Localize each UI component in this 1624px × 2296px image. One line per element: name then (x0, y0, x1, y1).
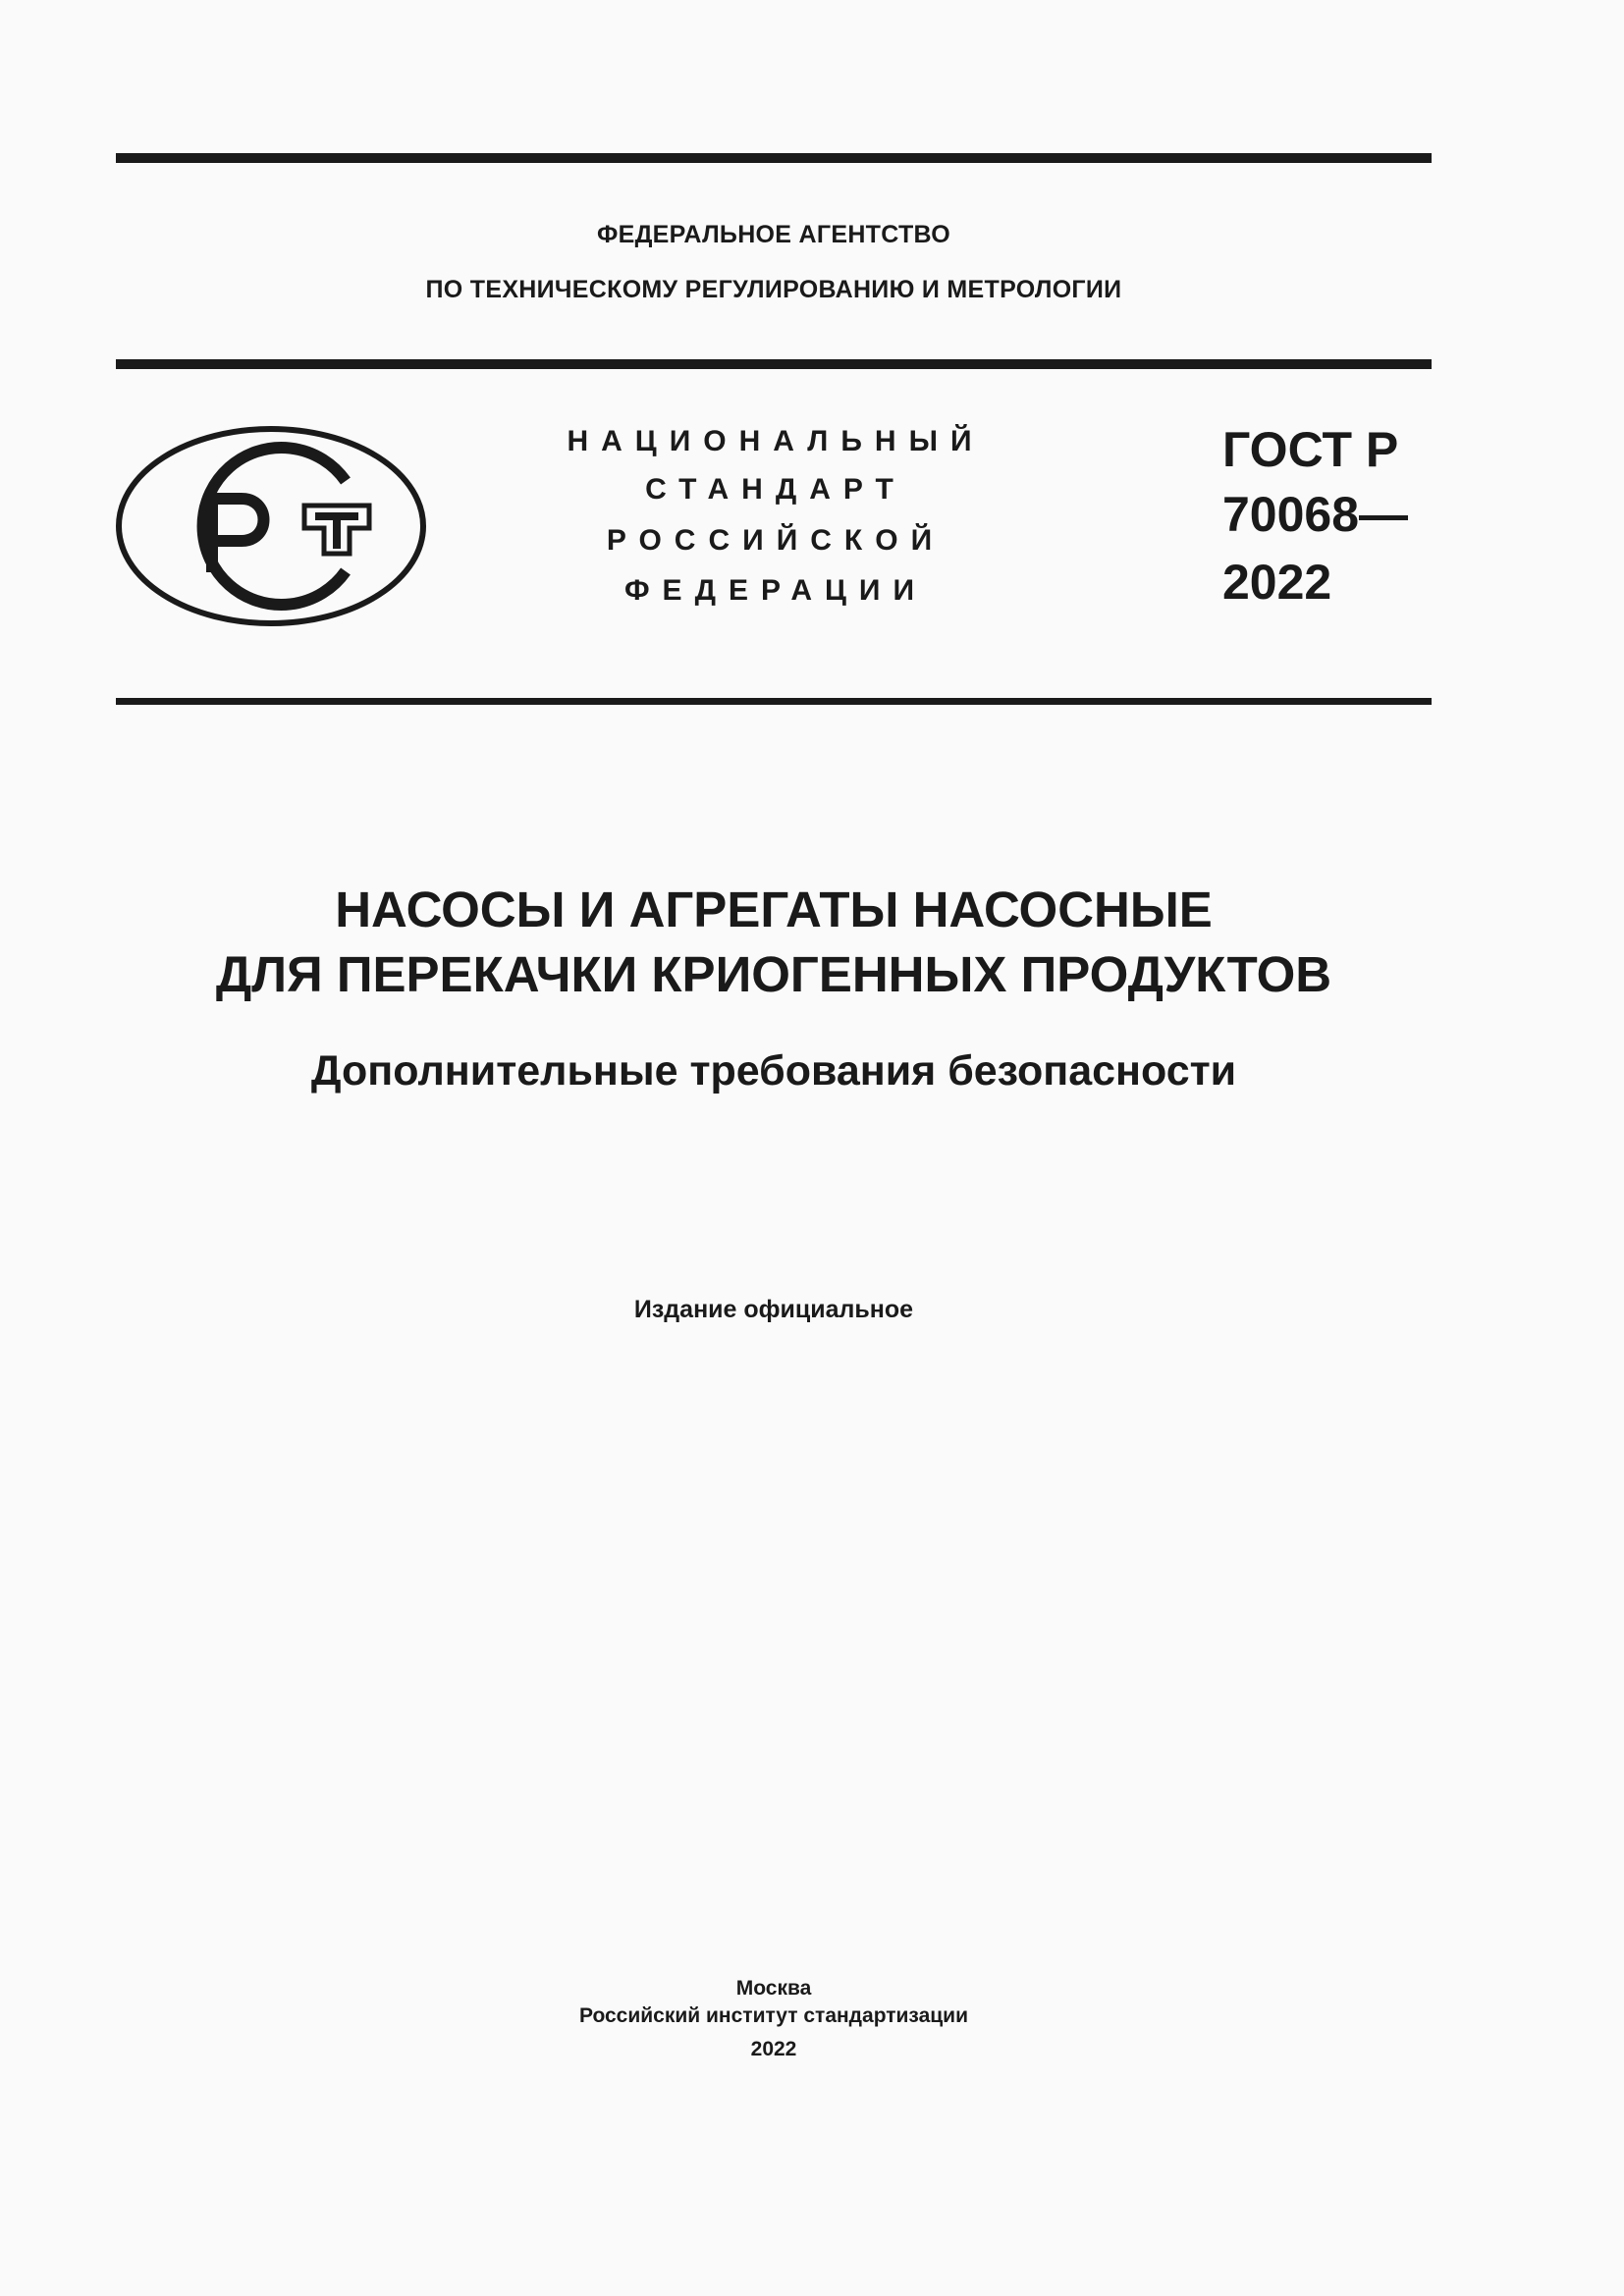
masthead-bottom-rule (116, 698, 1432, 705)
agency-name-line-1: ФЕДЕРАЛЬНОЕ АГЕНТСТВО (596, 221, 951, 248)
rst-certification-mark-icon (114, 425, 428, 627)
standard-type-line-1: НАЦИОНАЛЬНЫЙ (567, 425, 985, 457)
document-title-line-2: ДЛЯ ПЕРЕКАЧКИ КРИОГЕННЫХ ПРОДУКТОВ (215, 946, 1332, 1002)
imprint-year: 2022 (750, 2038, 797, 2060)
gost-designation-line-1: ГОСТ Р (1222, 422, 1399, 477)
imprint-publisher: Российский институт стандартизации (578, 2004, 969, 2027)
standard-type-line-2: СТАНДАРТ (645, 473, 906, 506)
document-title-line-1: НАСОСЫ И АГРЕГАТЫ НАСОСНЫЕ (335, 881, 1213, 937)
gost-designation-line-3: 2022 (1222, 555, 1332, 610)
top-rule (116, 153, 1432, 163)
document-subtitle: Дополнительные требования безопасности (310, 1047, 1237, 1095)
imprint-city: Москва (735, 1977, 812, 2000)
standard-type-line-4: ФЕДЕРАЦИИ (623, 574, 928, 607)
standard-type-line-3: РОССИЙСКОЙ (606, 524, 946, 557)
agency-name-line-2: ПО ТЕХНИЧЕСКОМУ РЕГУЛИРОВАНИЮ И МЕТРОЛОГИИ (425, 276, 1122, 303)
header-rule (116, 359, 1432, 369)
edition-note: Издание официальное (633, 1296, 914, 1323)
gost-designation-line-2: 70068— (1222, 487, 1409, 542)
